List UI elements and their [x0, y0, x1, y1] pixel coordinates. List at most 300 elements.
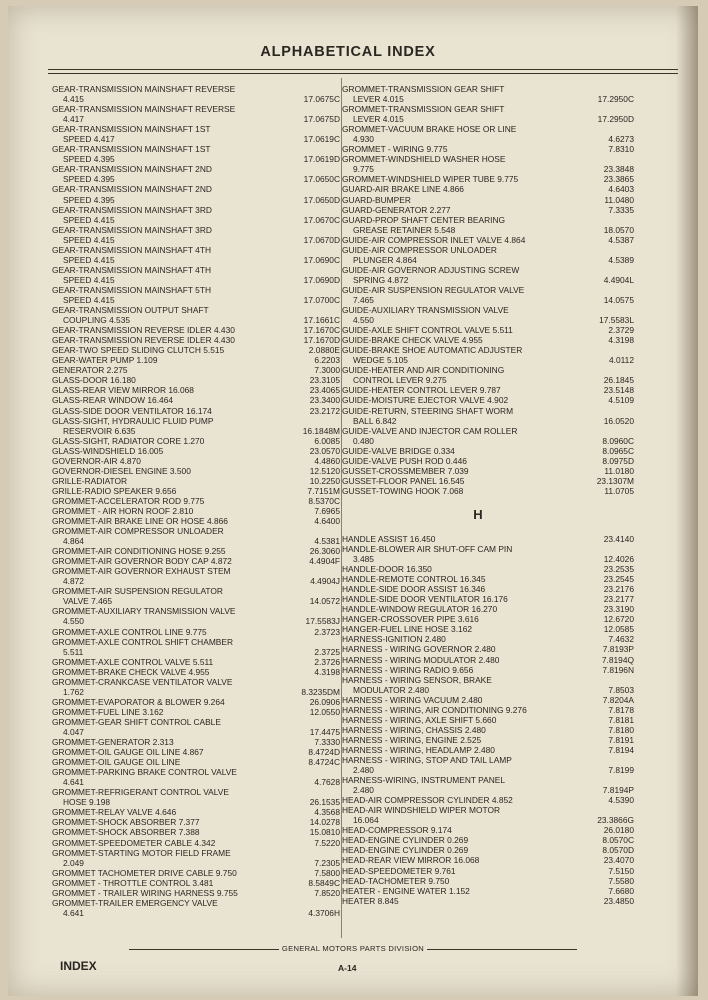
index-section-h — [342, 534, 634, 906]
entry-name-line: GLASS-REAR WINDOW 16.464 — [52, 395, 174, 406]
entry-name-line: LEVER 4.015 — [353, 114, 404, 125]
entry-name — [342, 705, 586, 715]
entry-name — [52, 225, 292, 245]
index-entry — [342, 385, 634, 395]
entry-name — [342, 466, 586, 476]
entry-part-number: 7.8194 — [608, 744, 634, 755]
entry-part-number: 7.5580 — [608, 875, 634, 886]
index-entry — [52, 848, 340, 868]
entry-name-line: GEAR-TRANSMISSION MAINSHAFT 4TH — [52, 264, 211, 275]
entry-name-line: GROMMET-REFRIGERANT CONTROL VALVE — [52, 787, 229, 798]
entry-part-number: 12.6720 — [603, 614, 634, 625]
entry-part-number: 10.2250 — [309, 475, 340, 486]
entry-name — [342, 574, 586, 584]
entry-name — [52, 335, 292, 345]
index-entry — [342, 775, 634, 795]
entry-part-number: 4.5390 — [608, 795, 634, 806]
entry-part-number: 4.5109 — [608, 395, 634, 406]
entry-name-line: LEVER 4.015 — [353, 94, 404, 105]
index-entry — [342, 715, 634, 725]
entry-name — [342, 835, 586, 845]
entry-name-line: HARNESS - WIRING, ENGINE 2.525 — [342, 734, 482, 745]
entry-part-number: 4.3706H — [308, 907, 340, 918]
index-entry — [342, 245, 634, 265]
entry-name-line: GUARD-PROP SHAFT CENTER BEARING — [342, 214, 506, 225]
entry-name-line: GOVERNOR-DIESEL ENGINE 3.500 — [52, 465, 191, 476]
entry-name — [52, 526, 292, 546]
entry-name-line: 4.415 — [63, 94, 84, 105]
index-entry — [342, 395, 634, 405]
entry-name-line: SPEED 4.395 — [63, 194, 115, 205]
entry-name-line: 4.550 — [353, 315, 374, 326]
entry-name — [342, 534, 586, 544]
entry-name — [52, 737, 292, 747]
entry-part-number: 2.3726 — [314, 656, 340, 667]
entry-name — [342, 755, 586, 775]
entry-part-number: 4.4860 — [314, 455, 340, 466]
entry-name — [52, 586, 292, 606]
index-entry — [52, 667, 340, 677]
index-entry — [342, 886, 634, 896]
index-entry — [52, 677, 340, 697]
index-entry — [52, 878, 340, 888]
entry-name-line: GUSSET-TOWING HOOK 7.068 — [342, 485, 464, 496]
entry-name — [52, 245, 292, 265]
entry-name — [342, 365, 586, 385]
index-entry — [52, 476, 340, 486]
entry-part-number: 17.0670D — [303, 234, 340, 245]
index-entry — [52, 375, 340, 385]
entry-name — [342, 725, 586, 735]
entry-part-number: 8.0570C — [602, 835, 634, 846]
index-entry — [52, 757, 340, 767]
entry-part-number: 17.0670C — [303, 214, 340, 225]
entry-part-number: 17.0700C — [303, 294, 340, 305]
entry-part-number: 23.1307M — [596, 475, 634, 486]
index-entry — [342, 896, 634, 906]
index-entry — [342, 476, 634, 486]
entry-part-number: 17.4475 — [309, 727, 340, 737]
entry-part-number: 26.0180 — [603, 825, 634, 836]
index-entry — [342, 534, 634, 544]
entry-name-line: HANDLE-SIDE DOOR ASSIST 16.346 — [342, 584, 486, 595]
entry-name — [342, 184, 586, 194]
entry-part-number: 23.2176 — [603, 584, 634, 595]
index-entry — [52, 697, 340, 707]
index-section-g-continued — [342, 84, 634, 496]
entry-name — [342, 544, 586, 564]
entry-name-line: HEAD-ENGINE CYLINDER 0.269 — [342, 845, 469, 856]
entry-part-number: 6.2203 — [314, 355, 340, 366]
entry-name-line: HARNESS-IGNITION 2.480 — [342, 634, 446, 645]
page-title: ALPHABETICAL INDEX — [260, 44, 436, 60]
entry-name-line: HEAD-TACHOMETER 9.750 — [342, 875, 450, 886]
entry-name-line: SPEED 4.395 — [63, 154, 115, 165]
entry-name-line: GROMMET-TRANSMISSION GEAR SHIFT — [342, 104, 505, 115]
entry-name-line: GEAR-WATER PUMP 1.109 — [52, 355, 158, 366]
entry-name-line: 4.047 — [63, 727, 84, 737]
entry-part-number: 11.0705 — [604, 485, 634, 496]
index-entry — [342, 104, 634, 124]
entry-part-number: 7.8191 — [608, 734, 634, 745]
entry-name — [342, 866, 586, 876]
entry-part-number: 8.5849C — [308, 877, 340, 888]
entry-part-number: 7.4632 — [608, 634, 634, 645]
entry-name — [342, 675, 586, 695]
entry-name-line: HARNESS - WIRING, CHASSIS 2.480 — [342, 724, 486, 735]
index-entry — [52, 817, 340, 827]
entry-part-number: 4.4904J — [310, 576, 340, 587]
entry-name-line: GROMMET TACHOMETER DRIVE CABLE 9.750 — [52, 867, 237, 878]
entry-name — [342, 805, 586, 825]
entry-part-number: 17.2950D — [597, 114, 634, 125]
entry-name-line: HARNESS - WIRING VACUUM 2.480 — [342, 694, 483, 705]
entry-name — [52, 898, 292, 918]
footer-division-text: GENERAL MOTORS PARTS DIVISION — [281, 944, 425, 953]
entry-part-number: 4.0112 — [609, 355, 634, 366]
entry-part-number: 17.5583J — [305, 616, 340, 627]
entry-name — [52, 606, 292, 626]
entry-part-number: 17.1670D — [303, 335, 340, 346]
entry-name — [342, 624, 586, 634]
index-entry — [52, 205, 340, 225]
entry-name — [52, 807, 292, 817]
entry-name — [342, 584, 586, 594]
index-entry — [52, 385, 340, 395]
entry-part-number: 8.5370C — [308, 495, 340, 506]
entry-name-line: WEDGE 5.105 — [353, 355, 408, 366]
entry-part-number: 2.3725 — [314, 646, 340, 657]
index-entry — [342, 544, 634, 564]
entry-name-line: GROMMET-STARTING MOTOR FIELD FRAME — [52, 847, 231, 858]
entry-name-line: 4.550 — [63, 616, 84, 627]
index-entry — [342, 235, 634, 245]
entry-name — [52, 124, 292, 144]
entry-name — [342, 634, 586, 644]
entry-part-number: 2.3723 — [314, 626, 340, 637]
entry-name-line: SPEED 4.415 — [63, 214, 115, 225]
entry-name — [342, 205, 586, 215]
entry-name-line: GUIDE-VALVE PUSH ROD 0.446 — [342, 455, 467, 466]
index-entry — [52, 104, 340, 124]
index-entry — [52, 868, 340, 878]
index-entry — [342, 84, 634, 104]
index-entry — [52, 606, 340, 626]
entry-name-line: GROMMET-AIR GOVERNOR BODY CAP 4.872 — [52, 556, 232, 567]
entry-name-line: GUIDE-BRAKE SHOE AUTOMATIC ADJUSTER — [342, 345, 523, 356]
entry-name-line: GUSSET-CROSSMEMBER 7.039 — [342, 465, 469, 476]
index-entry — [342, 665, 634, 675]
index-entry — [52, 506, 340, 516]
entry-name — [342, 215, 586, 235]
entry-name-line: SPEED 4.415 — [63, 294, 115, 305]
index-entry — [342, 345, 634, 365]
entry-part-number: 7.8199 — [608, 765, 634, 776]
entry-name-line: GROMMET-RELAY VALVE 4.646 — [52, 807, 177, 818]
entry-name-line: GENERATOR 2.275 — [52, 365, 128, 376]
entry-part-number: 7.8178 — [608, 704, 634, 715]
entry-name — [342, 564, 586, 574]
index-entry — [52, 285, 340, 305]
entry-part-number: 17.0690C — [303, 254, 340, 265]
entry-name-line: GUIDE-AIR SUSPENSION REGULATOR VALVE — [342, 284, 525, 295]
entry-name-line: GROMMET-GENERATOR 2.313 — [52, 737, 174, 748]
entry-name — [342, 305, 586, 325]
index-entry — [52, 838, 340, 848]
entry-name-line: GEAR-TRANSMISSION MAINSHAFT REVERSE — [52, 84, 236, 94]
entry-name — [342, 825, 586, 835]
entry-part-number: 14.0572 — [309, 596, 340, 607]
entry-part-number: 7.8204A — [602, 694, 634, 705]
entry-name-line: GROMMET-SHOCK ABSORBER 7.388 — [52, 827, 200, 838]
index-entry — [52, 898, 340, 918]
index-entry — [52, 496, 340, 506]
entry-name-line: GLASS-DOOR 16.180 — [52, 375, 136, 386]
entry-name-line: HARNESS - WIRING RADIO 9.656 — [342, 664, 474, 675]
entry-part-number: 26.3060 — [309, 546, 340, 557]
entry-name — [342, 876, 586, 886]
entry-name — [342, 385, 586, 395]
index-entry — [52, 225, 340, 245]
entry-part-number: 17.1661C — [303, 315, 340, 326]
entry-name — [52, 888, 292, 898]
entry-part-number: 17.0690D — [303, 274, 340, 285]
entry-part-number: 7.8193P — [602, 644, 634, 655]
entry-name-line: GEAR-TRANSMISSION REVERSE IDLER 4.430 — [52, 335, 235, 346]
entry-part-number: 4.6400 — [314, 516, 340, 527]
entry-name — [52, 375, 292, 385]
entry-part-number: 17.0675D — [303, 114, 340, 125]
entry-name — [52, 707, 292, 717]
entry-name-line: HARNESS-WIRING, INSTRUMENT PANEL — [342, 775, 506, 786]
entry-part-number: 23.3105 — [309, 375, 340, 386]
entry-name — [342, 695, 586, 705]
entry-name — [52, 144, 292, 164]
index-entry — [342, 584, 634, 594]
footer-index-label: INDEX — [60, 959, 97, 973]
index-entry — [342, 574, 634, 584]
entry-name — [52, 265, 292, 285]
entry-name-line: GLASS-SIGHT, HYDRAULIC FLUID PUMP — [52, 415, 214, 426]
entry-name — [52, 566, 292, 586]
entry-name-line: GRILLE-RADIO SPEAKER 9.656 — [52, 485, 177, 496]
entry-name — [342, 174, 586, 184]
footer-division — [8, 944, 698, 953]
entry-name-line: GLASS-SIGHT, RADIATOR CORE 1.270 — [52, 435, 205, 446]
entry-name — [52, 355, 292, 365]
index-entry — [52, 516, 340, 526]
entry-name-line: GROMMET-BRAKE CHECK VALVE 4.955 — [52, 666, 210, 677]
index-entry — [342, 486, 634, 496]
entry-part-number: 4.6273 — [608, 134, 634, 145]
index-entry — [342, 835, 634, 845]
entry-part-number: 11.0480 — [604, 194, 634, 205]
entry-name — [342, 644, 586, 654]
entry-name-line: GUIDE-AXLE SHIFT CONTROL VALVE 5.511 — [342, 325, 513, 336]
entry-part-number: 7.3000 — [314, 365, 340, 376]
entry-part-number: 17.1670C — [303, 325, 340, 336]
index-entry — [342, 456, 634, 466]
entry-name-line: GEAR-TRANSMISSION REVERSE IDLER 4.430 — [52, 325, 235, 336]
index-entry — [342, 564, 634, 574]
entry-name-line: GROMMET-OIL GAUGE OIL LINE 4.867 — [52, 747, 204, 758]
entry-part-number: 23.4140 — [603, 533, 634, 544]
entry-part-number: 7.5150 — [608, 865, 634, 876]
entry-part-number: 23.2545 — [603, 574, 634, 585]
entry-name-line: GROMMET-AXLE CONTROL VALVE 5.511 — [52, 656, 214, 667]
entry-name — [52, 627, 292, 637]
entry-name-line: GROMMET - AIR HORN ROOF 2.810 — [52, 505, 194, 516]
entry-part-number: 12.0550 — [309, 706, 340, 717]
entry-part-number: 7.8194Q — [601, 654, 634, 665]
index-entry — [52, 827, 340, 837]
entry-name — [342, 325, 586, 335]
entry-name — [52, 546, 292, 556]
index-entry — [342, 305, 634, 325]
index-entry — [342, 154, 634, 174]
footer-rule-right — [427, 949, 577, 950]
entry-name-line: GROMMET-VACUUM BRAKE HOSE OR LINE — [342, 124, 517, 135]
entry-name — [52, 345, 292, 355]
section-letter-h: H — [473, 506, 483, 522]
entry-name-line: SPEED 4.415 — [63, 274, 115, 285]
entry-part-number: 17.0650C — [303, 174, 340, 185]
entry-name-line: HEAD-SPEEDOMETER 9.761 — [342, 865, 456, 876]
entry-name-line: GEAR-TRANSMISSION MAINSHAFT 1ST — [52, 124, 211, 135]
entry-name-line: HEAD-AIR WINDSHIELD WIPER MOTOR — [342, 805, 501, 816]
entry-part-number: 8.0570D — [602, 845, 634, 856]
index-entry — [52, 355, 340, 365]
entry-name — [52, 164, 292, 184]
entry-name — [342, 335, 586, 345]
entry-part-number: 4.6403 — [608, 184, 634, 195]
entry-name-line: GUIDE-VALVE BRIDGE 0.334 — [342, 445, 455, 456]
entry-name-line: BALL 6.842 — [353, 415, 397, 426]
entry-name — [52, 84, 292, 104]
index-entry — [52, 586, 340, 606]
index-entry — [52, 747, 340, 757]
entry-name — [52, 747, 292, 757]
index-entry — [342, 144, 634, 154]
entry-name — [342, 406, 586, 426]
entry-part-number: 7.5800 — [314, 867, 340, 878]
index-entry — [342, 725, 634, 735]
entry-name — [342, 154, 586, 174]
entry-name — [342, 84, 586, 104]
entry-part-number: 23.2535 — [603, 564, 634, 575]
entry-name-line: HANDLE-WINDOW REGULATOR 16.270 — [342, 604, 498, 615]
entry-name — [52, 305, 292, 325]
footer-page-number: A-14 — [338, 963, 357, 973]
index-entry — [342, 845, 634, 855]
entry-part-number: 7.8520 — [314, 887, 340, 898]
index-entry — [52, 245, 340, 265]
entry-name — [342, 665, 586, 675]
index-entry — [52, 84, 340, 104]
index-entry — [342, 855, 634, 865]
entry-name — [342, 886, 586, 896]
entry-part-number: 23.3865 — [603, 174, 634, 185]
index-entry — [52, 325, 340, 335]
index-entry — [52, 637, 340, 657]
entry-name-line: HANGER-CROSSOVER PIPE 3.616 — [342, 614, 479, 625]
entry-name — [52, 717, 292, 737]
entry-name-line: 2.480 — [353, 785, 374, 796]
entry-part-number: 23.0570 — [309, 445, 340, 456]
entry-part-number: 17.0675C — [303, 94, 340, 105]
entry-part-number: 17.0619D — [303, 154, 340, 165]
index-entry — [342, 755, 634, 775]
entry-name-line: GUIDE-RETURN, STEERING SHAFT WORM — [342, 405, 514, 416]
entry-name-line: SPEED 4.415 — [63, 234, 115, 245]
entry-name — [342, 144, 586, 154]
entry-name — [52, 205, 292, 225]
entry-name — [52, 496, 292, 506]
entry-part-number: 8.0960C — [602, 435, 634, 446]
entry-part-number: 7.3330 — [314, 737, 340, 748]
index-entry — [52, 456, 340, 466]
index-entry — [52, 184, 340, 204]
entry-part-number: 7.8180 — [608, 724, 634, 735]
entry-name-line: GUIDE-AIR COMPRESSOR UNLOADER — [342, 244, 497, 255]
entry-name-line: HARNESS - WIRING MODULATOR 2.480 — [342, 654, 500, 665]
entry-name-line: HARNESS - WIRING SENSOR, BRAKE — [342, 674, 492, 685]
entry-part-number: 7.8196N — [602, 664, 634, 675]
entry-name — [342, 265, 586, 285]
entry-name — [52, 456, 292, 466]
entry-name — [342, 124, 586, 144]
entry-part-number: 7.8181 — [608, 714, 634, 725]
entry-part-number: 8.4724D — [308, 747, 340, 758]
entry-part-number: 7.8503 — [608, 684, 634, 695]
entry-name-line: SPEED 4.415 — [63, 254, 115, 265]
header-rule-secondary — [48, 73, 678, 74]
entry-part-number: 4.3568 — [314, 807, 340, 818]
entry-name — [52, 285, 292, 305]
entry-name-line: 0.480 — [353, 435, 374, 446]
entry-name — [52, 787, 292, 807]
entry-name-line: GUARD-AIR BRAKE LINE 4.866 — [342, 184, 464, 195]
entry-name-line: GEAR-TRANSMISSION MAINSHAFT 3RD — [52, 204, 212, 215]
entry-part-number: 7.8194P — [602, 785, 634, 796]
entry-name — [342, 195, 586, 205]
entry-name-line: HARNESS - WIRING, AXLE SHIFT 5.660 — [342, 714, 497, 725]
entry-name — [52, 486, 292, 496]
index-entry — [52, 416, 340, 436]
index-entry — [52, 566, 340, 586]
entry-name-line: HANGER-FUEL LINE HOSE 3.162 — [342, 624, 473, 635]
index-entry — [342, 614, 634, 624]
entry-part-number: 16.1848M — [302, 425, 340, 436]
entry-name — [52, 385, 292, 395]
entry-part-number: 23.4065 — [309, 385, 340, 396]
entry-part-number: 17.0619C — [303, 134, 340, 145]
entry-name-line: 4.641 — [63, 907, 84, 918]
index-entry — [342, 735, 634, 745]
entry-name-line: GROMMET-AIR COMPRESSOR UNLOADER — [52, 526, 224, 537]
index-entry — [342, 265, 634, 285]
entry-name — [342, 855, 586, 865]
entry-part-number: 26.1845 — [603, 375, 634, 386]
entry-name — [342, 426, 586, 446]
index-entry — [52, 787, 340, 807]
entry-name — [52, 878, 292, 888]
entry-name-line: 2.049 — [63, 857, 84, 868]
page-binding-shadow — [676, 6, 698, 996]
index-entry — [342, 695, 634, 705]
entry-name-line: HEAD-AIR COMPRESSOR CYLINDER 4.852 — [342, 795, 513, 806]
index-entry — [52, 546, 340, 556]
